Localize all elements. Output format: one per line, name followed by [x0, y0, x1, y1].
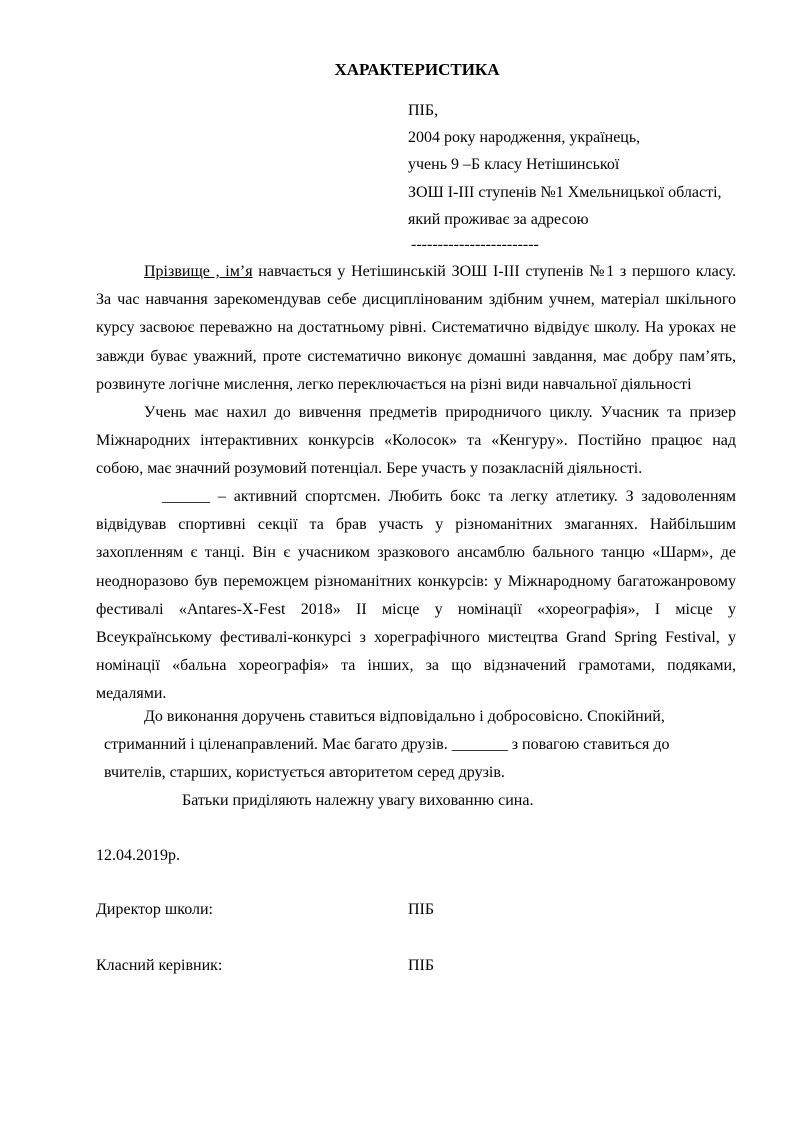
text-line: ______ – активний спортсмен. Любить бокс та легку атлетику. З задоволенням: [162, 488, 736, 505]
text-line: медалями.: [96, 685, 167, 703]
text-line: фестивалі «Antares-X-Fest 2018» ІІ місце у номінації «хореографія», І місце у: [96, 600, 736, 618]
text-line: Батьки приділяють належну увагу вихованню сина.: [182, 792, 534, 809]
header-line: ПІБ,: [408, 102, 439, 119]
paragraph-1: [96, 258, 736, 399]
text-line: курсу засвоює переважно на достатньому рівні. Систематично відвідує школу. На уроках не: [96, 319, 736, 337]
text-line: Міжнародних інтерактивних конкурсів «Колосок» та «Кенгуру». Постійно працює над: [96, 432, 736, 450]
text-line: відвідував спортивні секції та брав участь у різноманітних змаганнях. Найбільшим: [96, 516, 736, 534]
text-line: номінації «бальна хореографія» та інших, за що відзначений грамотами, подяками,: [96, 657, 736, 675]
header-line: ЗОШ І-ІІІ ступенів №1 Хмельницької області,: [408, 184, 722, 201]
document-date: 12.04.2019р.: [96, 847, 180, 864]
text-line: неодноразово був переможцем різноманітних конкурсів: у Міжнародному багатожанровому: [96, 572, 736, 590]
student-name: Прізвище , ім’я: [144, 263, 253, 280]
paragraph-2: [96, 399, 736, 484]
header-line: 2004 року народження, українець,: [408, 129, 641, 146]
header-dash-line: ------------------------: [411, 236, 539, 253]
text-line: захопленням є танці. Він є учасником зразкового ансамблю бального танцю «Шарм», де: [96, 544, 736, 562]
text-line: стриманний і ціленаправлений. Має багато друзів. _______ з повагою ставиться до: [104, 736, 670, 753]
text-line: собою, має значний розумовий потенціал. Бере участь у позакласній діяльності.: [96, 460, 643, 478]
text-line: Учень має нахил до вивчення предметів природничого циклу. Учасник та призер: [144, 404, 736, 421]
text-line: завжди буває уважний, проте систематично виконує домашні завдання, має добру пам’ять,: [96, 347, 736, 365]
class-teacher-label: Класний керівник:: [96, 957, 223, 974]
director-name: ПІБ: [408, 901, 435, 918]
text-line: Всеукраїнському фестивалі-конкурсі з хореграфічного мистецтва Grand Spring Festival, у: [96, 628, 736, 646]
header-line: який проживає за адресою: [408, 211, 589, 228]
header-line: учень 9 –Б класу Нетішинської: [408, 156, 620, 173]
director-label: Директор школи:: [96, 901, 213, 918]
class-teacher-name: ПІБ: [408, 957, 435, 974]
text-line: За час навчання зарекомендував себе дисциплінованим здібним учнем, матеріал шкільного: [96, 291, 736, 309]
text-line: Прізвище , ім’я навчається у Нетішинській ЗОШ І-ІІІ ступенів №1 з першого класу.: [144, 263, 737, 280]
paragraph-3: [96, 483, 736, 709]
text-line: вчителів, старших, користується авторитетом серед друзів.: [104, 764, 505, 781]
text-line: До виконання доручень ставиться відповідально і добросовісно. Спокійний,: [144, 708, 665, 725]
text-line: розвинуте логічне мислення, легко переключається на різні види навчальної діяльності: [96, 375, 692, 393]
document-title: ХАРАКТЕРИСТИКА: [334, 60, 500, 79]
